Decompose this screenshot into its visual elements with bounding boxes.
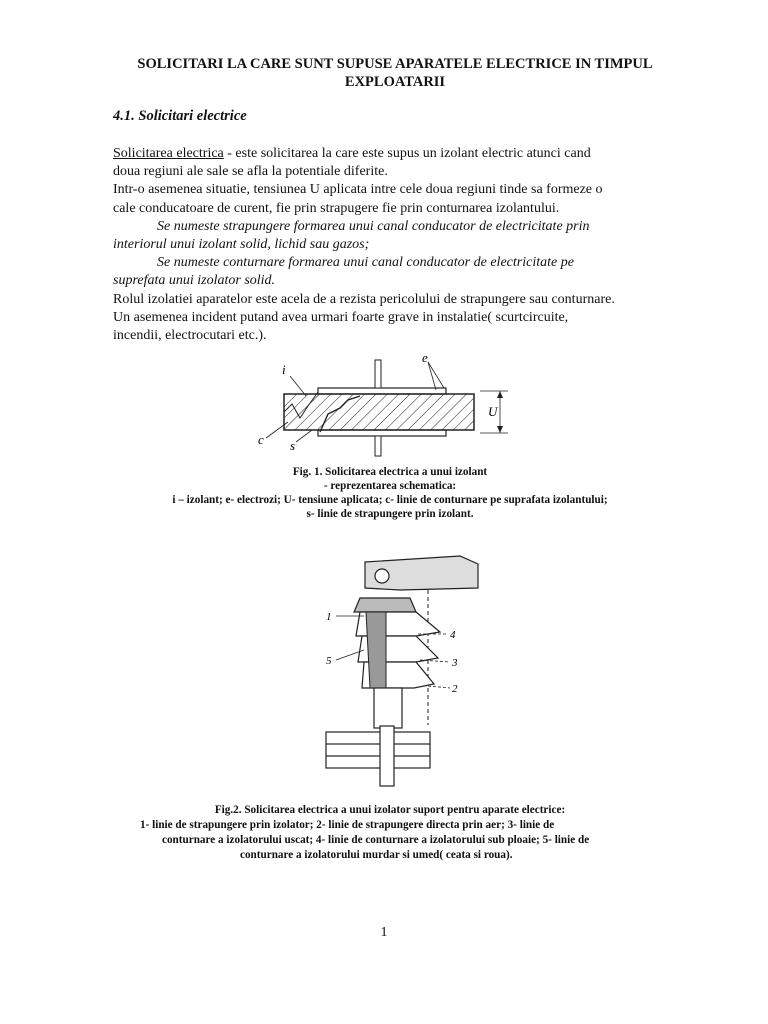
figure-1-caption [110,465,670,521]
label-1: 1 [326,611,332,623]
rod-bottom [375,436,381,456]
label-U: U [488,404,498,419]
insulator-stem [374,688,402,728]
title-line-1: SOLICITARI LA CARE SUNT SUPUSE APARATELE ELECTRICE IN TIMPUL [137,56,653,72]
fig1-caption-line-2: - reprezentarea schematica: [323,480,457,492]
top-electrode [318,388,446,394]
body-text [113,145,673,345]
paragraph-4-line-2: suprefata unui izolator solid. [113,273,276,289]
label-i: i [282,362,286,377]
paragraph-5-line-2: Un asemenea incident putand avea urmari foarte grave in instalatie( scurtcircuite, [113,309,569,325]
rod-top [375,360,381,388]
title-line-2: EXPLOATARII [344,74,446,90]
mounting-bolt [380,726,394,786]
fig1-caption-line-4: s- linie de strapungere prin izolant. [306,508,474,520]
paragraph-2-line-2: cale conducatoare de curent, fie prin strapugere fie prin conturnarea izolantului. [113,200,560,216]
label-s: s [290,438,296,453]
section-heading: 4.1. Solicitari electrice [113,108,247,124]
paragraph-1-line-1 [113,145,673,163]
bolt-hole [375,569,389,583]
insulator-cap [354,598,416,612]
page-number: 1 [380,925,388,940]
fig2-caption-line-2: 1- linie de strapungere prin izolator; 2- linie de strapungere directa prin aer; 3- linie de [140,819,555,831]
label-4: 4 [450,629,456,641]
paragraph-1-line-2: doua regiuni ale sale se afla la potentiale diferite. [113,164,388,180]
figure-1-insulator-schematic [248,352,528,462]
label-c: c [258,432,264,447]
paragraph-1-rest: - este solicitarea la care este supus un izolant electric atunci cand [223,146,591,161]
paragraph-3-line-1: Se numeste strapungere formarea unui canal conducator de electricitate prin [157,218,590,234]
fig2-caption-line-1: Fig.2. Solicitarea electrica a unui izolator suport pentru aparate electrice: [214,804,566,816]
fig2-caption-line-3: conturnare a izolatorului uscat; 4- linie de conturnare a izolatorului sub ploaie; 5- linie de [162,834,590,846]
figure-2-support-insulator [320,550,480,790]
paragraph-2-line-1: Intr-o asemenea situatie, tensiunea U aplicata intre cele doua regiuni tinde sa formeze o [113,182,603,198]
paragraph-5-line-3: incendii, electrocutari etc.). [113,328,267,344]
bottom-electrode [318,430,446,436]
term-solicitarea-electrica: Solicitarea electrica [113,146,224,161]
label-3: 3 [452,657,458,669]
document-title [100,55,690,91]
fig1-caption-line-3: i – izolant; e- electrozi; U- tensiune aplicata; c- linie de conturnare pe suprafata izolantului; [172,494,608,506]
label-e: e [422,352,428,365]
paragraph-4-line-1: Se numeste conturnare formarea unui canal conducator de electricitate pe [157,255,574,271]
label-2: 2 [452,683,458,695]
label-5: 5 [326,655,332,667]
paragraph-5-line-1: Rolul izolatiei aparatelor este acela de a rezista pericolului de strapungere sau conturnare. [113,291,615,307]
paragraph-3-line-2: interiorul unui izolant solid, lichid sau gazos; [113,237,370,253]
fig2-caption-line-4: conturnare a izolatorului murdar si umed( ceata si roua). [240,849,513,861]
fig1-caption-line-1: Fig. 1. Solicitarea electrica a unui izolant [292,466,488,478]
figure-2-caption [140,803,640,863]
